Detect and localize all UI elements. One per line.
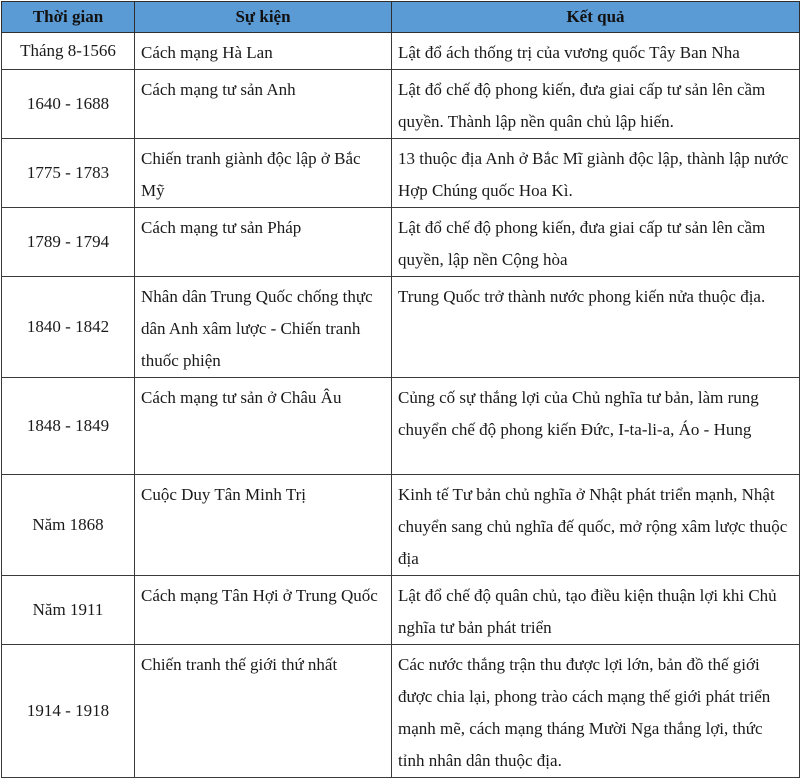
- result-cell: Trung Quốc trở thành nước phong kiến nửa thuộc địa.: [392, 277, 800, 378]
- time-cell: Năm 1911: [2, 576, 135, 645]
- event-cell: Chiến tranh thế giới thứ nhất: [135, 645, 392, 778]
- event-cell: Cách mạng Hà Lan: [135, 33, 392, 70]
- result-cell: Lật đổ chế độ quân chủ, tạo điều kiện thuận lợi khi Chủ nghĩa tư bản phát triển: [392, 576, 800, 645]
- table-row: [2, 33, 800, 70]
- time-cell: Năm 1868: [2, 475, 135, 576]
- result-cell: Lật đổ ách thống trị của vương quốc Tây Ban Nha: [392, 33, 800, 70]
- history-events-table: [1, 1, 800, 778]
- event-cell: Cách mạng tư sản ở Châu Âu: [135, 378, 392, 475]
- result-cell: Các nước thắng trận thu được lợi lớn, bản đồ thế giới được chia lại, phong trào cách mạng thế giới phát triển mạnh mẽ, cách mạng tháng Mười Nga thắng lợi, thức tỉnh nhân dân thuộc địa.: [392, 645, 800, 778]
- table-row: [2, 139, 800, 208]
- time-cell: Tháng 8-1566: [2, 33, 135, 70]
- table-row: [2, 475, 800, 576]
- event-cell: Cách mạng Tân Hợi ở Trung Quốc: [135, 576, 392, 645]
- event-cell: Cách mạng tư sản Anh: [135, 70, 392, 139]
- table-row: [2, 576, 800, 645]
- table-row: [2, 208, 800, 277]
- time-cell: 1640 - 1688: [2, 70, 135, 139]
- event-cell: Nhân dân Trung Quốc chống thực dân Anh xâm lược - Chiến tranh thuốc phiện: [135, 277, 392, 378]
- header-event: Sự kiện: [135, 2, 392, 33]
- event-cell: Chiến tranh giành độc lập ở Bắc Mỹ: [135, 139, 392, 208]
- table-row: [2, 645, 800, 778]
- header-time: Thời gian: [2, 2, 135, 33]
- event-cell: Cách mạng tư sản Pháp: [135, 208, 392, 277]
- result-cell: Củng cố sự thắng lợi của Chủ nghĩa tư bản, làm rung chuyển chế độ phong kiến Đức, I-ta-li-a, Áo - Hung: [392, 378, 800, 475]
- table-row: [2, 378, 800, 475]
- time-cell: 1775 - 1783: [2, 139, 135, 208]
- result-cell: Lật đổ chế độ phong kiến, đưa giai cấp tư sản lên cầm quyền, lập nền Cộng hòa: [392, 208, 800, 277]
- time-cell: 1914 - 1918: [2, 645, 135, 778]
- time-cell: 1789 - 1794: [2, 208, 135, 277]
- time-cell: 1840 - 1842: [2, 277, 135, 378]
- result-cell: Kinh tế Tư bản chủ nghĩa ở Nhật phát triển mạnh, Nhật chuyển sang chủ nghĩa đế quốc, mở rộng xâm lược thuộc địa: [392, 475, 800, 576]
- header-row: [2, 2, 800, 33]
- time-cell: 1848 - 1849: [2, 378, 135, 475]
- result-cell: 13 thuộc địa Anh ở Bắc Mĩ giành độc lập, thành lập nước Hợp Chúng quốc Hoa Kì.: [392, 139, 800, 208]
- header-result: Kết quả: [392, 2, 800, 33]
- event-cell: Cuộc Duy Tân Minh Trị: [135, 475, 392, 576]
- table-row: [2, 70, 800, 139]
- table-row: [2, 277, 800, 378]
- result-cell: Lật đổ chế độ phong kiến, đưa giai cấp tư sản lên cầm quyền. Thành lập nền quân chủ lập hiến.: [392, 70, 800, 139]
